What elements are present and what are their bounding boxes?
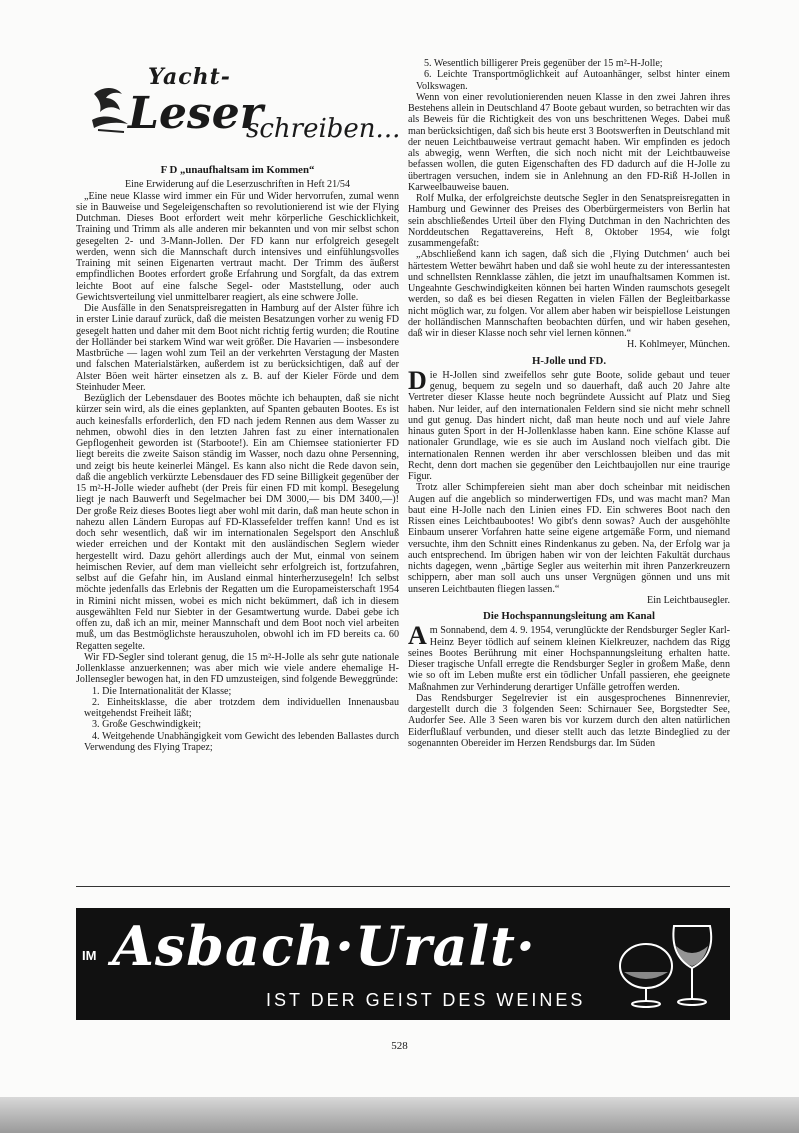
masthead-logo	[88, 60, 402, 160]
divider	[76, 886, 730, 887]
article-intro: Eine Erwiderung auf die Leserzuschriften in Heft 21/54	[124, 179, 351, 191]
ad-brand: Asbach·Uralt·	[112, 914, 536, 978]
article-heading: F D „unaufhaltsam im Kommen“	[160, 164, 315, 176]
ad-prefix: IM	[82, 948, 97, 963]
paragraph-text: m Sonnabend, dem 4. 9. 1954, verunglückte der Rendsburger Segler Karl-Heinz Beyer tödlich auf seinem kleinen Kielkreuzer, nachdem das Rigg seines Bootes Berührung mit einer Hochspannungsleitung erhalten hatte. Dieser tragische Unfall erregte die Rendsburger Segler in großem Maße, denn wie so oft im Leben mußte erst ein tödlicher Unfall passieren, ehe geeignete Maßnahmen zur Verhinderung derartiger Unfälle getroffen werden.	[408, 625, 730, 693]
list-item: 3. Große Geschwindigkeit;	[92, 719, 202, 731]
drop-cap: A	[408, 621, 427, 651]
paragraph: Das Rendsburger Segelrevier ist ein ausgesprochenes Binnenrevier, dargestellt durch die 3 folgenden Seen: Schirnauer See, Borgstedter See, Audorfer See. Alle 3 Seen waren bis vor kurzem durch den alten natürlichen Eiderflußlauf verbunden, und dieser stellt auch das letzte Bindeglied zu der sogenannten Obereider im Herzen Rendsburgs dar. Im Süden	[408, 692, 730, 749]
signature: Ein Leichtbausegler.	[647, 594, 730, 606]
bird-icon	[88, 80, 132, 140]
scan-shadow	[0, 1097, 799, 1133]
drop-cap: D	[408, 365, 427, 395]
list-item: 5. Wesentlich billigerer Preis gegenüber der 15 m²-H-Jolle;	[424, 58, 663, 69]
paragraph: „Eine neue Klasse wird immer ein Für und Wider hervorrufen, zumal wenn sie in Bauweise und Segeleigenschaften so revolutionierend ist wie der Flying Dutchman. Dieses Boot erfordert weit mehr körperliche Geschicklichkeit, Training und Trimm als alle anderen mir bekannten und von mir selbst schon gesegelten 2- und 3-Mann-Jollen. Der FD kann nur erfolgreich gesegelt werden, wenn sich die Mannschaft durch intensives und einfühlungsvolles Training mit seinen Eigenarten vertraut macht. Der Trimm des äußerst empfindlichen Bootes erfordert große Erfahrung und Sorgfalt, da das extrem leichte Boot auf eine falsche Segel- oder Maststellung, oder auch Gewichtsverteilung viel unmittelbarer reagiert, als eine schwere Jolle.	[76, 190, 399, 303]
signature: H. Kohlmeyer, München.	[626, 339, 730, 351]
paragraph	[408, 621, 730, 693]
left-column	[76, 160, 399, 753]
advertisement-banner	[76, 908, 730, 1020]
list-item: 1. Die Internationalität der Klasse;	[92, 685, 232, 697]
paragraph: „Abschließend kann ich sagen, daß sich die ‚Flying Dutchmen‘ auch bei härtestem Wetter bewährt haben und daß sie wohl heute zu der interessantesten und schnellsten Rennklasse zählen, die jetzt im unaufhaltsamen Kommen ist. Ungeahnte Geschwindigkeiten können bei harten Winden raumschots gesegelt werden, so daß es bei diesen Regatten in vielen Fällen der Begleitbarkasse nicht möglich war, zu folgen. Vor allem aber haben wir beispiellose Leistungen der holländischen Mannschaften beobachten dürfen, und wir haben gesehen, daß wir in dieser Klasse noch sehr viel lernen können.“	[408, 249, 730, 339]
article-heading: H-Jolle und FD.	[531, 354, 607, 367]
paragraph: Trotz aller Schimpfereien sieht man aber doch scheinbar mit neidischen Augen auf die angeblich so minderwertigen FDs, und was macht man? Man baut eine H-Jolle nach den Linien eines FD. Ein schweres Boot nach den Rissen eines Leichtbaubootes! Wo gibt's denn sowas? Auch der ausgehöhlte Einbaum unserer Vorfahren hatte seine eigene artgemäße Form, und niemand versuchte, ihm den Schnitt eines Rindenkanus zu geben. Na, der Erfolg war ja auch entsprechend. Im übrigen haben wir von der leichten Fakultät durchaus nichts dagegen, wenn „bärtige Segler aus weiterhin mit ihren Panzerkreuzern schippern, aber man soll auch uns unser Vergnügen gönnen und uns mit unseren Leichtbauten fliegen lassen.“	[408, 482, 730, 595]
list-item: 4. Weitgehende Unabhängigkeit vom Gewicht des lebenden Ballastes durch Verwendung des Flying Trapez;	[84, 730, 399, 753]
paragraph-text: ie H-Jollen sind zweifellos sehr gute Boote, solide gebaut und teuer genug, bequem zu segeln und so dauerhaft, daß auch 20 Jahre alte Vertreter dieser Klasse heute noch begründete Aussicht auf Platz und Sieg haben. Nur leider, auf den internationalen Feldern sind sie nicht mehr schnell und gut genug. Das hindert nicht, daß man heute noch und auf viele Jahre hinaus guten Sport in der H-Jollenklasse haben kann. Eine schöne Klasse auf nationaler Grundlage, wie es sie auch im Ausland noch vielfach gibt. Die internationalen Rennen werden ihr aber verschlossen bleiben und das mit Recht, denn dort machen sie gegenüber den Leichtbaujollen nur eine traurige Figur.	[408, 369, 730, 482]
paragraph: Wenn von einer revolutionierenden neuen Klasse in den zwei Jahren ihres Bestehens allein in Deutschland 47 Boote gebaut wurden, so betrachten wir das als Beweis für die Richtigkeit des von uns beschrittenen Weges. Dabei muß man berücksichtigen, daß sich bis heute erst 3 Bootswerften in Deutschland mit der neuen Leichtbauweise vertraut gemacht haben. Wir empfinden es jedoch als abwegig, wenn Werften, die sich noch nicht mit der Leichtbauweise befassen wollen, die guten Eigenschaften des FD dadurch auf die H-Jolle zu übertragen versuchen, indem sie in Anlehnung an den FD-Riß H-Jollen in Karweelbauweise bauen.	[408, 91, 730, 193]
paragraph: Rolf Mulka, der erfolgreichste deutsche Segler in den Senatspreisregatten in Hamburg und Gewinner des Preises des Oberbürgermeisters von Berlin hat sein abschließendes Urteil über den Flying Dutchman in den Nachrichten des Norddeutschen Regattavereins, Heft 8, Oktober 1954, wie folgt zusammengefaßt:	[408, 193, 730, 249]
paragraph: Bezüglich der Lebensdauer des Bootes möchte ich behaupten, daß sie nicht kürzer sein wird, als die eines geplankten, auf Spanten gebauten Bootes. Es ist auch keinesfalls erforderlich, den FD nach jedem Rennen aus dem Wasser zu nehmen, obwohl dies in den letzten Jahren fast zu einer internationalen Gepflogenheit geworden ist (Starboote!). Ein am Chiemsee stationierter FD liegt bereits die zweite Saison ständig im Wasser, noch dazu ohne Persenning, und zeigt bis heute keinerlei Mängel. Es kann also nicht die Rede davon sein, daß die angeblich verkürzte Lebensdauer des FD seine Billigkeit gegenüber der 15 m²-H-Jolle wieder aufhebt (der Preis für einen FD mit kompl. Besegelung liegt je nach Bauwerft und Segelmacher bei DM 3000,— bis DM 3400,—)! Der große Reiz dieses Bootes liegt aber wohl mit darin, daß man heute schon in nahezu allen Ländern Europas auf FD-Klassefelder treffen kann! Und es ist doch sehr wesentlich, daß wir im internationalen Segelsport den Anschluß wieder erreichen und der Kontakt mit den ausländischen Seglern wieder hergestellt wird. Dazu gehört allerdings auch der Mut, einmal von seinem heimischen Revier, auf dem man vielleicht sehr erfolgreich ist, fortzufahren, selbst auf die Gefahr hin, im Ausland einmal hinterherzusegeln! Ich selbst möchte jedenfalls das Erlebnis der Regatten um die Europameisterschaft 1954 in Rimini nicht missen, wobei es mich nicht bekümmert, daß ich in diesem ausgewählten Feld nur Siebter in der Gesamtwertung wurde. Dabei gebe ich offen zu, daß ich an mir, meiner Mannschaft und dem Boot noch viel arbeiten muß, um das Bestmöglichste herauszuholen, obwohl ich im FD bereits ca. 60 Regatten segelte.	[76, 393, 399, 652]
masthead-line3: schreiben...	[246, 114, 401, 144]
paragraph: Wir FD-Segler sind tolerant genug, die 15 m²-H-Jolle als sehr gute nationale Jollenklasse anzuerkennen; was aber mich wie viele andere ehemalige H-Jollensegler bewogen hat, in den FD umzusteigen, sind folgende Beweggründe:	[76, 651, 399, 686]
ad-tagline: IST DER GEIST DES WEINES	[266, 990, 586, 1010]
masthead-line1: Yacht-	[148, 64, 231, 90]
masthead-line2: Leser	[128, 88, 263, 139]
right-column	[408, 58, 730, 749]
article-heading: Die Hochspannungsleitung am Kanal	[483, 610, 655, 622]
paragraph	[408, 365, 730, 483]
paragraph: Die Ausfälle in den Senatspreisregatten in Hamburg auf der Alster führe ich in erster Linie darauf zurück, daß die meisten Besatzungen vorher zu wenig FD gesegelt hatten und daher mit dem Boot nicht richtig fertig wurden; die Routine der Holländer bei starkem Wind war weit größer. Die Havarien — insbesondere Mastbrüche — lagen wohl zum Teil an der verkehrten Verstagung der Masten und falschen Materialstärken, außerdem ist zu berücksichtigen, daß auf der Alster Böen weit härter einsetzen als z. B. auf der Kieler Förde und dem Steinhuder Meer.	[76, 303, 399, 393]
list-item: 6. Leichte Transportmöglichkeit auf Autoanhänger, selbst hinter einem Volkswagen.	[416, 69, 730, 92]
list-item: 2. Einheitsklasse, die aber trotzdem dem individuellen Innenausbau weitgehendst Freiheit läßt;	[84, 696, 399, 719]
glasses-icon	[612, 916, 722, 1012]
page-number: 528	[391, 1040, 408, 1052]
